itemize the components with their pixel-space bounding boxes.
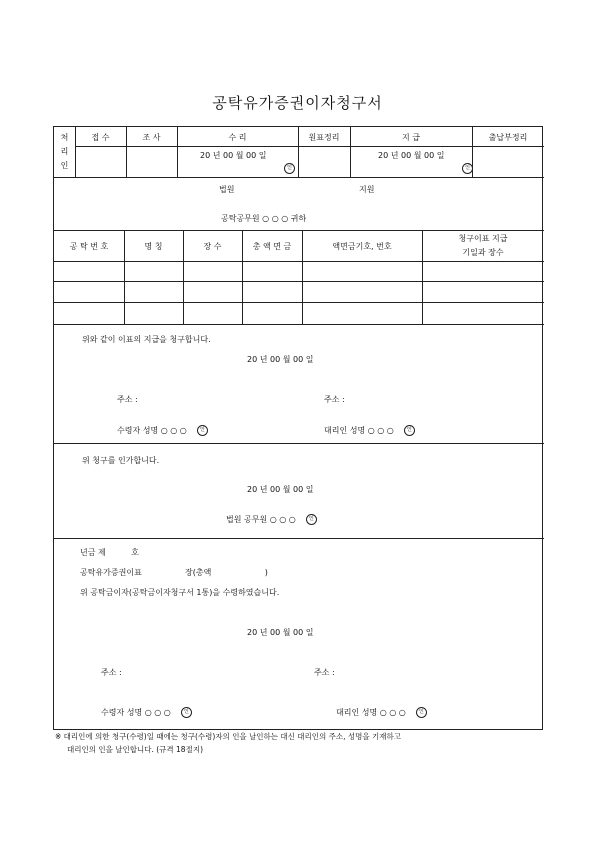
- th-total-face: 총 액 면 금: [252, 242, 292, 251]
- th-count: 장 수: [203, 242, 222, 251]
- col-chulnap: 출납부정리: [488, 133, 528, 142]
- approval-officer: 법원 공무원 ○ ○ ○ 인: [226, 514, 317, 525]
- seal-icon: 인: [197, 425, 208, 436]
- request-receiver: 수령자 성명 ○ ○ ○ 인: [117, 425, 208, 436]
- header-bottom-line: [54, 177, 544, 178]
- receipt-receiver: 수령자 성명 ○ ○ ○ 인: [101, 707, 192, 718]
- officer-addressee: 공탁공무원 ○ ○ ○ 귀하: [221, 214, 307, 223]
- request-address-1: 주소 :: [117, 395, 138, 404]
- jigeup-seal: [462, 163, 473, 174]
- claim-form: [53, 126, 543, 730]
- approval-date: 20 년 00 월 00 일: [247, 485, 314, 494]
- th-coupon-due: 청구이표 지급 기일과 장수: [458, 234, 508, 257]
- receipt-date: 20 년 00 월 00 일: [247, 628, 314, 637]
- request-address-2: 주소 :: [324, 395, 345, 404]
- seal-icon: 인: [404, 425, 415, 436]
- col-josa: 조 사: [142, 133, 161, 142]
- header-row-divider: [75, 146, 544, 147]
- request-statement: 위와 같이 이표의 지급을 청구합니다.: [82, 335, 211, 344]
- receipt-address-1: 주소 :: [101, 668, 122, 677]
- suri-date: 20 년 00 월 00 일: [200, 151, 267, 160]
- receipt-number: 년금 제 호: [80, 548, 139, 557]
- th-face-code: 액면금기호, 번호: [332, 242, 392, 251]
- seal-icon: 인: [181, 707, 192, 718]
- seal-icon: 인: [416, 707, 427, 718]
- document-title: 공탁유가증권이자청구서: [212, 94, 383, 112]
- suri-seal: [284, 163, 295, 174]
- court-label: 법원: [219, 185, 235, 194]
- request-date: 20 년 00 월 00 일: [247, 355, 314, 364]
- seal-icon: 인: [284, 163, 295, 174]
- receipt-statement: 위 공탁금이자(공탁금이자청구서 1통)을 수령하였습니다.: [80, 588, 280, 597]
- th-name: 명 칭: [144, 242, 163, 251]
- request-agent: 대리인 성명 ○ ○ ○ 인: [324, 425, 415, 436]
- processor-label: 처 리 인: [60, 133, 69, 170]
- jigeup-date: 20 년 00 월 00 일: [378, 151, 445, 160]
- col-suri: 수 리: [228, 133, 247, 142]
- receipt-address-2: 주소 :: [314, 668, 335, 677]
- footnote: ※ 대리인에 의한 청구(수령)일 때에는 청구(수령)자의 인을 날인하는 대신 대리인의 주소, 성명을 기재하고 대리인의 인을 날인합니다. (규격 18절지): [55, 732, 402, 754]
- col-jigeup: 지 급: [402, 133, 420, 142]
- seal-icon: 인: [462, 163, 473, 174]
- approval-statement: 위 청구를 인가합니다.: [82, 456, 160, 465]
- col-wonpyo: 원표정리: [308, 133, 340, 142]
- col-jeopsu: 접 수: [91, 133, 110, 142]
- th-deposit-number: 공 탁 번 호: [69, 242, 109, 251]
- seal-icon: 인: [306, 514, 317, 525]
- receipt-securities: 공탁유가증권이표 장(총액 ): [80, 568, 268, 577]
- branch-label: 지원: [359, 185, 375, 194]
- receipt-agent: 대리인 성명 ○ ○ ○ 인: [336, 707, 427, 718]
